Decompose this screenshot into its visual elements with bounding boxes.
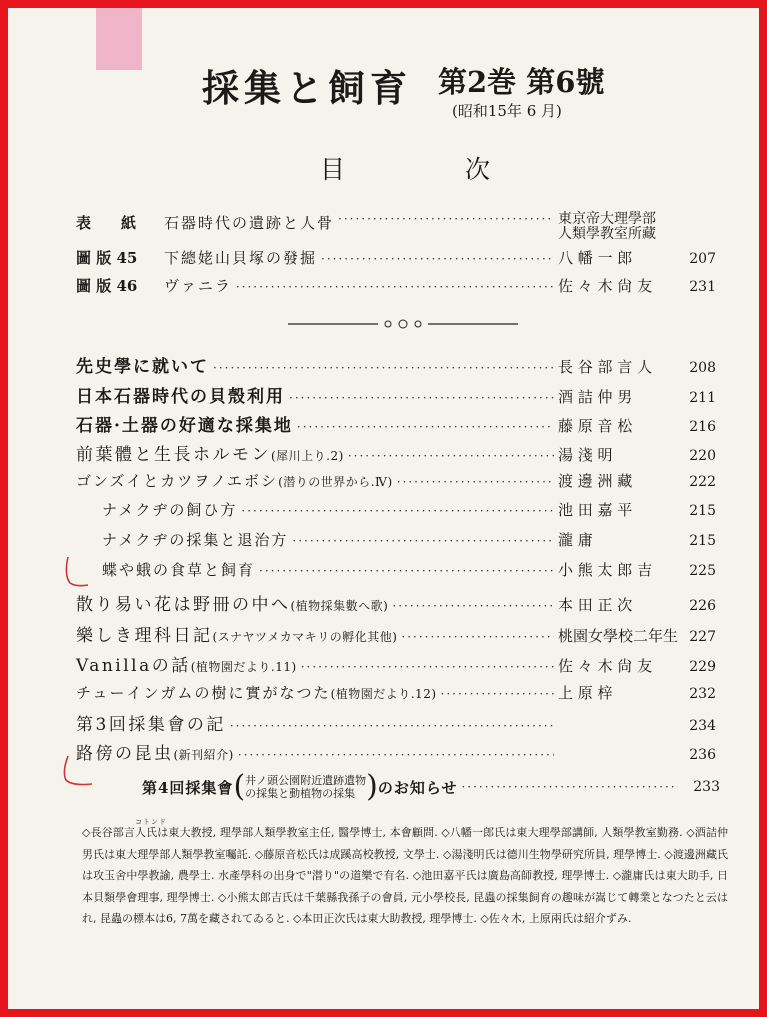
entry-subtitle: (犀川上り.2)	[271, 449, 344, 463]
entry-title: 樂しき理科日記	[76, 626, 213, 646]
entry-subtitle: (新刊紹介)	[173, 748, 234, 762]
leader-dots	[301, 660, 554, 674]
entry-title: ナメクヂの飼ひ方	[102, 501, 238, 519]
entry-title: 先史學に就いて	[76, 357, 209, 377]
toc-entry	[76, 682, 716, 704]
entry-subtitle: (植物園だより.11)	[190, 660, 297, 674]
entry-page: 232	[689, 686, 716, 702]
entry-author: 藤 原 音 松	[558, 417, 633, 435]
entry-title: 路傍の昆虫	[76, 744, 174, 764]
entry-author: 酒 詰 仲 男	[558, 388, 633, 406]
toc-heading	[320, 150, 490, 186]
toc-heading-1: 目	[320, 155, 346, 184]
leader-dots	[297, 420, 554, 434]
front-page: 207	[689, 251, 716, 267]
toc-heading-2: 次	[464, 155, 490, 184]
toc-entry	[76, 590, 716, 615]
entry-page: 234	[689, 718, 716, 734]
front-author: 八 幡 一 郎	[558, 249, 633, 267]
toc-entry	[76, 470, 716, 492]
notice-paren-line: の採集と動植物の採集	[245, 787, 356, 800]
entry-title: ナメクヂの採集と退治方	[102, 531, 289, 549]
toc-entry	[76, 621, 716, 646]
front-label: 圖 版 45	[76, 249, 138, 267]
leader-dots	[401, 630, 554, 644]
entry-page: 208	[689, 360, 716, 376]
entry-author: 瀧 庸	[558, 531, 593, 549]
ornament-divider	[288, 318, 518, 330]
entry-page: 225	[689, 563, 716, 579]
journal-title: 採集と飼育	[202, 66, 412, 110]
entry-author: 湯 淺 明	[558, 446, 613, 464]
entry-title: 散り易い花は野冊の中へ	[76, 595, 291, 615]
pink-tab	[96, 8, 142, 70]
entry-title: 石器·土器の好適な採集地	[76, 416, 293, 436]
entry-author: 佐 々 木 尙 友	[558, 657, 653, 675]
leader-dots	[348, 449, 554, 463]
leader-dots	[392, 599, 554, 613]
entry-author: 池 田 嘉 平	[558, 501, 633, 519]
leader-dots	[238, 748, 554, 762]
entry-title: 前葉體と生長ホルモン	[76, 445, 271, 465]
entry-page: 220	[689, 448, 716, 464]
leader-dots	[241, 504, 554, 518]
toc-entry	[76, 559, 716, 581]
toc-entry	[76, 710, 716, 735]
entry-subtitle: (潜りの世界から.Ⅳ)	[278, 475, 393, 489]
entry-page: 226	[689, 598, 716, 614]
entry-page: 229	[689, 659, 716, 675]
front-label: 表 紙	[76, 214, 137, 232]
front-title: ヴァニラ	[164, 277, 232, 295]
entry-page: 216	[689, 419, 716, 435]
entry-author: 小 熊 太 郎 吉	[558, 561, 653, 579]
toc-entry	[76, 411, 716, 436]
leader-dots	[292, 534, 554, 548]
toc-entry	[76, 352, 716, 377]
entry-page: 215	[689, 533, 716, 549]
entry-page: 227	[689, 629, 716, 645]
toc-entry	[76, 440, 716, 465]
front-row-cover	[76, 212, 716, 244]
front-row-plate45	[76, 247, 716, 269]
entry-title: Vanillaの話	[76, 656, 191, 676]
entry-subtitle: (植物採集數へ歌)	[290, 599, 389, 613]
entry-author: 長 谷 部 言 人	[558, 358, 653, 376]
entry-page: 215	[689, 503, 716, 519]
notice-paren-line: 井ノ頭公園附近遺跡遺物	[245, 774, 367, 787]
entry-author: 本 田 正 次	[558, 596, 633, 614]
leader-dots	[397, 475, 554, 489]
entry-title: 日本石器時代の貝殼利用	[76, 387, 285, 407]
entry-page: 236	[689, 747, 716, 763]
toc-entry	[76, 739, 716, 764]
entry-page: 222	[689, 474, 716, 490]
front-author: 佐 々 木 尙 友	[558, 277, 653, 295]
entry-subtitle: (植物園だより.12)	[330, 687, 437, 701]
entry-author: 上 原 梓	[558, 684, 613, 702]
contributor-notes: ◇長谷部言人氏は東大教授, 理學部人類學教室主任, 醫學博士, 本會顧問. ◇八幡一郎氏は東大理學部講師, 人類學教室勤務. ◇酒詰仲男氏は東大理學部人類學教室囑託. ◇藤原音松氏は成蹊高校教授, 文學士. ◇湯淺明氏は德川生物學研究所員, 理學博士. ◇渡邊洲藏氏は攻玉舍中學教諭, 農學士. 水產學科の出身で"潜り"の道樂で有名. ◇池田嘉平氏は廣島高師教授, 理學博士. ◇瀧庸氏は東大助手, 日本貝類學會理事, 理學博士. ◇小熊太郎吉氏は千葉縣我孫子の會員, 元小學校長, 昆蟲の採集飼育の趣味が嵩じて轉業となつたと云はれ, 昆蟲の標本は6, 7萬を藏されてゐると. ◇本田正次氏は東大助教授, 理學博士. ◇佐々木, 上原兩氏は紹介ずみ.	[82, 826, 728, 925]
entry-author: 渡 邊 洲 藏	[558, 472, 633, 490]
entry-subtitle: (スナヤツメカマキリの孵化其他)	[212, 630, 398, 644]
entry-title: 第3回採集會の記	[76, 715, 226, 735]
front-title: 下總姥山貝塚の發掘	[164, 249, 318, 267]
toc-entry	[76, 499, 716, 521]
ruby-text: コトンド	[135, 818, 167, 826]
notice-row	[142, 771, 720, 803]
toc-entry	[76, 529, 716, 551]
volume-number: 第2巻 第6號	[438, 65, 605, 99]
leader-dots	[321, 252, 554, 266]
front-page: 231	[689, 279, 716, 295]
leader-dots	[213, 361, 554, 375]
entry-page: 211	[689, 390, 716, 406]
notice-page: 233	[693, 779, 720, 795]
notice-paren: ( 井ノ頭公園附近遺跡遺物 の採集と動植物の採集 )	[233, 769, 378, 804]
leader-dots	[338, 212, 554, 226]
entry-title: 蝶や蛾の食草と飼育	[102, 561, 256, 579]
notice-suffix: のお知らせ	[377, 778, 458, 797]
front-title: 石器時代の遺跡と人骨	[164, 214, 335, 232]
leader-dots	[230, 719, 554, 733]
entry-author: 桃園女學校二年生	[558, 627, 679, 645]
toc-entry	[76, 382, 716, 407]
toc-entry	[76, 651, 716, 676]
leader-dots	[236, 280, 554, 294]
leader-dots	[441, 687, 554, 701]
entry-title: チューインガムの樹に實がなつた	[76, 684, 331, 702]
front-label: 圖 版 46	[76, 277, 138, 295]
issue-date: (昭和15年 6 月)	[452, 102, 562, 120]
leader-dots	[259, 564, 554, 578]
front-row-plate46	[76, 275, 716, 297]
front-author: 東京帝大理學部 人類學教室所藏	[558, 211, 656, 242]
leader-dots	[461, 780, 678, 794]
entry-title: ゴンズイとカツヲノエボシ	[76, 472, 279, 490]
leader-dots	[289, 391, 554, 405]
notice-title: 第4回採集會	[142, 778, 234, 797]
